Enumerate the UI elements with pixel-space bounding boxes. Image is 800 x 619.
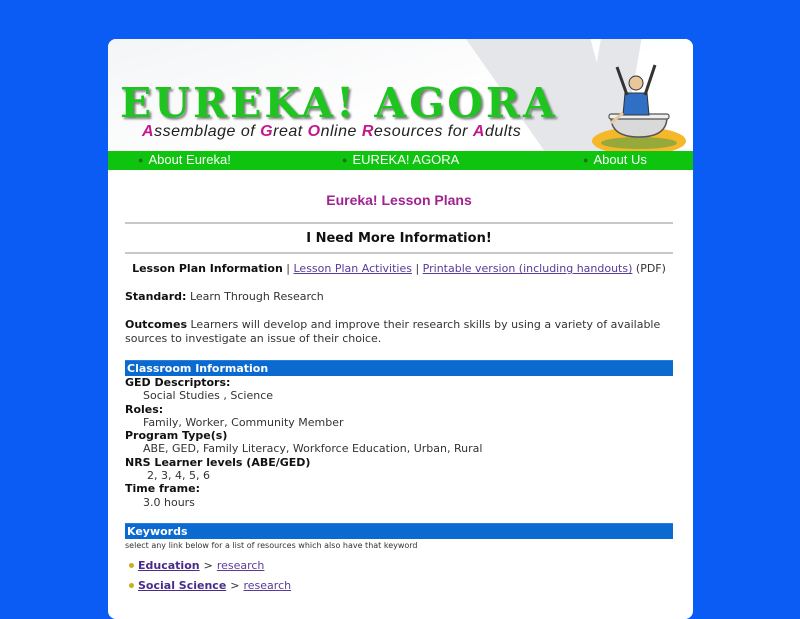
bullet-icon — [129, 563, 134, 568]
keywords-header: Keywords — [125, 523, 673, 539]
field-value: Family, Worker, Community Member — [143, 415, 344, 429]
field-value: Social Studies , Science — [143, 389, 274, 403]
lesson-plan-tabs: Lesson Plan Information | Lesson Plan Activities | Printable version (including handouts) (PDF) — [132, 262, 666, 275]
nav-eureka-agora[interactable]: ● EUREKA! AGORA — [342, 152, 460, 167]
section-title: Eureka! Lesson Plans — [326, 192, 472, 208]
standard-value: Learn Through Research — [189, 290, 324, 303]
outcomes-value: Learners will develop and improve their research skills by using a variety of available sources to investigate an issue of their choice. — [125, 318, 661, 345]
bullet-icon — [129, 583, 134, 588]
site-logo-title[interactable]: EUREKA! AGORA — [120, 79, 558, 127]
leaf-bullet-icon: ● — [583, 154, 589, 165]
site-banner — [108, 39, 693, 151]
nav-about-eureka[interactable]: ● About Eureka! — [138, 152, 231, 167]
keywords-note: select any link below for a list of resources which also have that keyword — [125, 540, 418, 550]
classroom-information — [125, 360, 673, 509]
field-label: NRS Learner levels (ABE/GED) — [125, 455, 311, 469]
page-title: I Need More Information! — [306, 231, 492, 246]
divider — [125, 252, 673, 254]
keyword-category-link[interactable]: Education — [138, 558, 200, 572]
leaf-bullet-icon: ● — [342, 154, 348, 165]
field-label: GED Descriptors: — [125, 376, 231, 389]
keywords-section — [125, 523, 673, 592]
field-label: Time frame: — [125, 482, 200, 496]
site-tagline: Assemblage of Great Online Resources for Adults — [142, 123, 522, 140]
mascot-bathtub-icon — [589, 53, 689, 151]
standard-line — [125, 290, 673, 304]
classroom-fields — [125, 376, 673, 509]
field-value: 2, 3, 4, 5, 6 — [147, 469, 210, 483]
nav-about-us[interactable]: ● About Us — [583, 152, 647, 167]
outcomes-label: Outcomes — [125, 318, 187, 331]
leaf-bullet-icon: ● — [138, 154, 144, 165]
keyword-item: Social Science > research — [125, 579, 673, 592]
main-nav — [108, 151, 693, 170]
printable-version-link[interactable]: Printable version (including handouts) — [422, 262, 633, 275]
classroom-information-header: Classroom Information — [125, 360, 673, 376]
field-value: ABE, GED, Family Literacy, Workforce Education, Urban, Rural — [143, 442, 483, 456]
keyword-category-link[interactable]: Social Science — [138, 578, 227, 592]
field-label: Program Type(s) — [125, 429, 228, 443]
main-content — [108, 192, 693, 592]
page-card — [108, 39, 693, 619]
field-value: 3.0 hours — [143, 495, 195, 509]
standard-label: Standard: — [125, 290, 187, 303]
keyword-item: Education > research — [125, 559, 673, 572]
keyword-link[interactable]: research — [243, 578, 292, 592]
outcomes-paragraph — [125, 318, 673, 346]
keyword-link[interactable]: research — [216, 558, 265, 572]
tab-lesson-plan-information: Lesson Plan Information — [132, 262, 283, 275]
tab-lesson-plan-activities[interactable]: Lesson Plan Activities — [293, 262, 412, 275]
field-label: Roles: — [125, 402, 164, 416]
